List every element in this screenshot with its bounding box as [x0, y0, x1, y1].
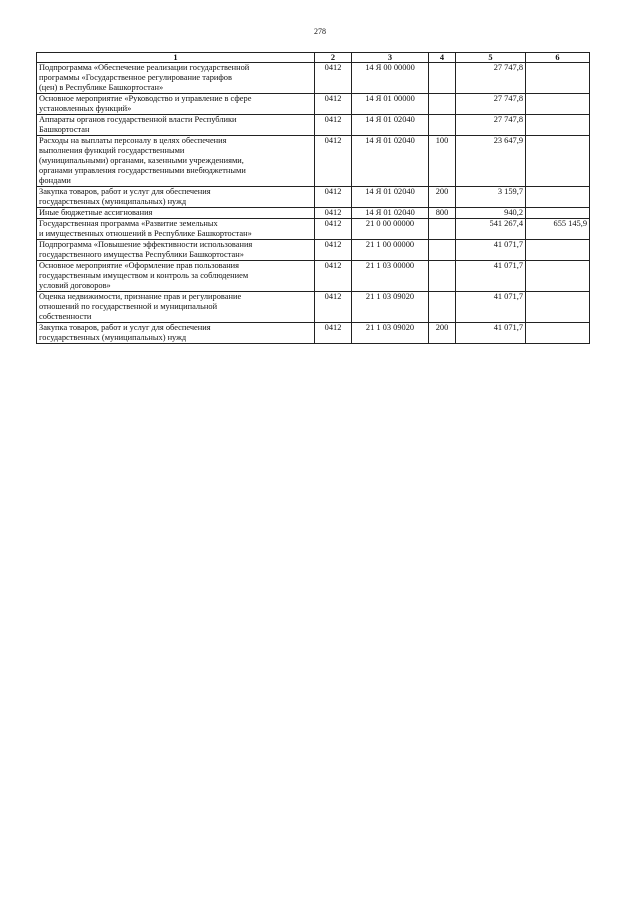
amount-cell: 41 071,7	[456, 323, 526, 344]
amount-cell	[526, 261, 590, 292]
item-name-line: государственных (муниципальных) нужд	[39, 333, 187, 342]
target-article-cell: 21 1 03 00000	[352, 261, 429, 292]
item-name-line: Иные бюджетные ассигнования	[39, 208, 153, 217]
expense-type-cell: 200	[429, 187, 456, 208]
target-article-cell: 21 0 00 00000	[352, 219, 429, 240]
item-name-line: Аппараты органов государственной власти Республики	[39, 115, 237, 124]
item-name-line: условий договоров»	[39, 281, 111, 290]
item-name-cell	[37, 292, 315, 323]
column-header: 5	[456, 53, 526, 63]
table-header-row	[37, 53, 590, 63]
page-number: 278	[314, 27, 326, 36]
target-article-cell: 21 1 00 00000	[352, 240, 429, 261]
amount-cell: 940,2	[456, 208, 526, 219]
expense-type-cell	[429, 115, 456, 136]
budget-table	[36, 52, 590, 344]
target-article-cell: 14 Я 01 02040	[352, 136, 429, 187]
table-row	[37, 94, 590, 115]
expense-type-cell: 200	[429, 323, 456, 344]
table-row	[37, 208, 590, 219]
item-name-line: (муниципальными) органами, казенными учреждениями,	[39, 156, 244, 165]
column-header: 2	[315, 53, 352, 63]
item-name-cell	[37, 63, 315, 94]
item-name-line: государственных (муниципальных) нужд	[39, 197, 187, 206]
item-name-line: Расходы на выплаты персоналу в целях обеспечения	[39, 136, 227, 145]
section-code-cell: 0412	[315, 219, 352, 240]
item-name-cell	[37, 261, 315, 292]
expense-type-cell	[429, 240, 456, 261]
target-article-cell: 21 1 03 09020	[352, 323, 429, 344]
column-header: 3	[352, 53, 429, 63]
target-article-cell: 14 Я 01 02040	[352, 115, 429, 136]
amount-cell: 23 647,9	[456, 136, 526, 187]
table-row	[37, 187, 590, 208]
amount-cell: 41 071,7	[456, 240, 526, 261]
section-code-cell: 0412	[315, 187, 352, 208]
item-name-line: государственного имущества Республики Башкортостан»	[39, 250, 244, 259]
item-name-line: государственным имуществом и контроль за соблюдением	[39, 271, 249, 280]
amount-cell: 541 267,4	[456, 219, 526, 240]
item-name-line: Закупка товаров, работ и услуг для обеспечения	[39, 187, 211, 196]
table-row	[37, 63, 590, 94]
section-code-cell: 0412	[315, 63, 352, 94]
section-code-cell: 0412	[315, 115, 352, 136]
item-name-line: Закупка товаров, работ и услуг для обеспечения	[39, 323, 211, 332]
expense-type-cell	[429, 219, 456, 240]
amount-cell: 41 071,7	[456, 292, 526, 323]
item-name-line: собственности	[39, 312, 92, 321]
amount-cell	[526, 94, 590, 115]
section-code-cell: 0412	[315, 136, 352, 187]
item-name-cell	[37, 115, 315, 136]
column-header: 1	[37, 53, 315, 63]
item-name-line: Оценка недвижимости, признание прав и регулирование	[39, 292, 242, 301]
target-article-cell: 14 Я 00 00000	[352, 63, 429, 94]
expense-type-cell	[429, 261, 456, 292]
table-row	[37, 219, 590, 240]
target-article-cell: 14 Я 01 02040	[352, 208, 429, 219]
section-code-cell: 0412	[315, 261, 352, 292]
item-name-line: органами управления государственными внебюджетными	[39, 166, 246, 175]
target-article-cell: 21 1 03 09020	[352, 292, 429, 323]
section-code-cell: 0412	[315, 292, 352, 323]
table-row	[37, 136, 590, 187]
amount-cell: 41 071,7	[456, 261, 526, 292]
amount-cell: 27 747,8	[456, 94, 526, 115]
amount-cell	[526, 187, 590, 208]
amount-cell: 3 159,7	[456, 187, 526, 208]
item-name-line: Государственная программа «Развитие земельных	[39, 219, 218, 228]
column-header: 4	[429, 53, 456, 63]
amount-cell	[526, 136, 590, 187]
item-name-line: (цен) в Республике Башкортостан»	[39, 83, 164, 92]
expense-type-cell: 100	[429, 136, 456, 187]
item-name-line: Башкортостан	[39, 125, 90, 134]
item-name-line: и имущественных отношений в Республике Башкортостан»	[39, 229, 252, 238]
item-name-cell	[37, 240, 315, 261]
section-code-cell: 0412	[315, 240, 352, 261]
item-name-cell	[37, 208, 315, 219]
item-name-line: выполнения функций государственными	[39, 146, 185, 155]
item-name-line: программы «Государственное регулирование тарифов	[39, 73, 232, 82]
table-row	[37, 292, 590, 323]
amount-cell	[526, 292, 590, 323]
amount-cell	[526, 323, 590, 344]
expense-type-cell	[429, 292, 456, 323]
item-name-line: Основное мероприятие «Руководство и управление в сфере	[39, 94, 252, 103]
table-body	[37, 63, 590, 344]
table-row	[37, 323, 590, 344]
item-name-line: фондами	[39, 176, 71, 185]
item-name-cell	[37, 136, 315, 187]
item-name-line: отношений по государственной и муниципальной	[39, 302, 218, 311]
item-name-line: Основное мероприятие «Оформление прав пользования	[39, 261, 240, 270]
amount-cell: 27 747,8	[456, 63, 526, 94]
section-code-cell: 0412	[315, 323, 352, 344]
section-code-cell: 0412	[315, 208, 352, 219]
item-name-line: установленных функций»	[39, 104, 132, 113]
item-name-cell	[37, 187, 315, 208]
table-row	[37, 240, 590, 261]
item-name-line: Подпрограмма «Повышение эффективности использования	[39, 240, 253, 249]
table-row	[37, 115, 590, 136]
section-code-cell: 0412	[315, 94, 352, 115]
expense-type-cell	[429, 63, 456, 94]
item-name-cell	[37, 219, 315, 240]
amount-cell	[526, 63, 590, 94]
item-name-cell	[37, 94, 315, 115]
item-name-cell	[37, 323, 315, 344]
target-article-cell: 14 Я 01 00000	[352, 94, 429, 115]
amount-cell	[526, 240, 590, 261]
amount-cell	[526, 208, 590, 219]
amount-cell: 27 747,8	[456, 115, 526, 136]
expense-type-cell: 800	[429, 208, 456, 219]
column-header: 6	[526, 53, 590, 63]
amount-cell: 655 145,9	[526, 219, 590, 240]
item-name-line: Подпрограмма «Обеспечение реализации государственной	[39, 63, 250, 72]
table-row	[37, 261, 590, 292]
target-article-cell: 14 Я 01 02040	[352, 187, 429, 208]
expense-type-cell	[429, 94, 456, 115]
amount-cell	[526, 115, 590, 136]
